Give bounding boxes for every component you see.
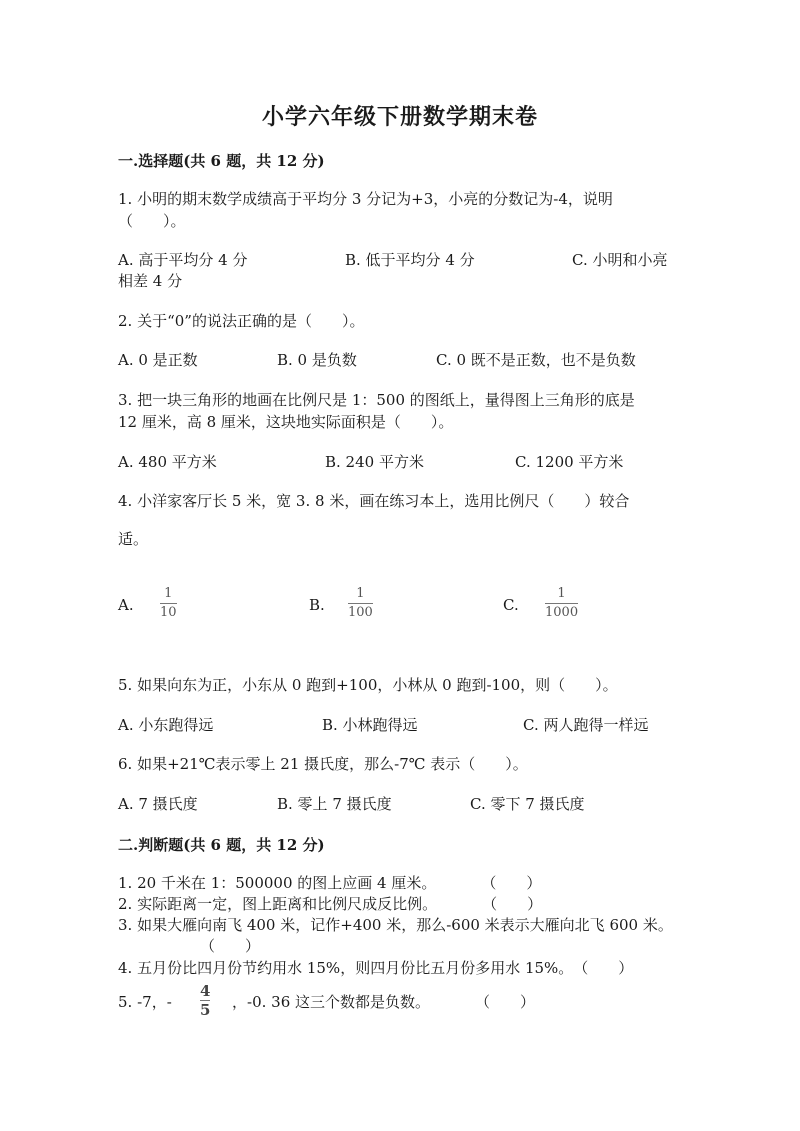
fraction-numerator: 1 — [356, 586, 365, 601]
q3-option-a[interactable]: A. 480 平方米 — [118, 453, 217, 471]
q4-option-a-fraction — [160, 586, 177, 621]
judge-q5-suffix: ，-0. 36 这三个数都是负数。 （ ） — [232, 993, 536, 1011]
q1-text-cont: （ ）。 — [118, 212, 186, 230]
judge-q1: 1. 20 千米在 1：500000 的图上应画 4 厘米。 （ ） — [118, 874, 542, 892]
q6-option-a[interactable]: A. 7 摄氏度 — [118, 795, 198, 813]
q4-option-c-fraction — [545, 586, 578, 621]
q1-option-a[interactable]: A. 高于平均分 4 分 — [118, 251, 248, 269]
section-heading-choice: 一.选择题(共 6 题，共 12 分) — [118, 152, 325, 170]
q4-text-cont: 适。 — [118, 530, 149, 548]
page-title: 小学六年级下册数学期末卷 — [261, 104, 538, 130]
q5-text: 5. 如果向东为正，小东从 0 跑到+100，小林从 0 跑到-100，则（ ）。 — [118, 676, 618, 694]
judge-q5-fraction — [200, 983, 210, 1018]
q5-option-c[interactable]: C. 两人跑得一样远 — [523, 716, 649, 734]
fraction-denominator: 5 — [200, 1001, 211, 1019]
judge-q3-answer-blank[interactable]: （ ） — [200, 937, 261, 955]
q2-text: 2. 关于“0”的说法正确的是（ ）。 — [118, 312, 365, 330]
q3-option-c[interactable]: C. 1200 平方米 — [515, 453, 624, 471]
fraction-numerator: 4 — [200, 982, 211, 1000]
q6-option-b[interactable]: B. 零上 7 摄氏度 — [277, 795, 392, 813]
q3-text: 3. 把一块三角形的地画在比例尺是 1：500 的图纸上，量得图上三角形的底是 — [118, 391, 635, 409]
fraction-numerator: 1 — [557, 586, 566, 601]
q2-option-c[interactable]: C. 0 既不是正数，也不是负数 — [436, 351, 636, 369]
q4-text: 4. 小洋家客厅长 5 米，宽 3. 8 米，画在练习本上，选用比例尺（ ）较合 — [118, 492, 630, 510]
judge-q3: 3. 如果大雁向南飞 400 米，记作+400 米，那么-600 米表示大雁向北飞 600 米。 — [118, 916, 673, 934]
q6-option-c[interactable]: C. 零下 7 摄氏度 — [470, 795, 585, 813]
q5-option-a[interactable]: A. 小东跑得远 — [118, 716, 214, 734]
q1-option-b[interactable]: B. 低于平均分 4 分 — [345, 251, 475, 269]
q1-option-c[interactable]: C. 小明和小亮 — [572, 251, 668, 269]
q2-option-a[interactable]: A. 0 是正数 — [118, 351, 198, 369]
q1-text: 1. 小明的期末数学成绩高于平均分 3 分记为+3，小亮的分数记为-4，说明 — [118, 190, 613, 208]
judge-q2: 2. 实际距离一定，图上距离和比例尺成反比例。 （ ） — [118, 895, 543, 913]
judge-q5-prefix: 5. -7，- — [118, 993, 172, 1011]
fraction-bar — [348, 603, 373, 604]
q4-option-c-label[interactable]: C. — [503, 596, 519, 614]
q5-option-b[interactable]: B. 小林跑得远 — [322, 716, 418, 734]
q6-text: 6. 如果+21℃表示零上 21 摄氏度，那么-7℃ 表示（ ）。 — [118, 755, 528, 773]
fraction-numerator: 1 — [164, 586, 173, 601]
fraction-denominator: 1000 — [545, 605, 579, 620]
q3-text-cont: 12 厘米，高 8 厘米，这块地实际面积是（ ）。 — [118, 413, 454, 431]
fraction-bar — [160, 603, 177, 604]
q2-option-b[interactable]: B. 0 是负数 — [277, 351, 357, 369]
q4-option-b-fraction — [348, 586, 373, 621]
fraction-denominator: 10 — [160, 605, 177, 620]
q4-option-a-label[interactable]: A. — [118, 596, 134, 614]
fraction-bar — [545, 603, 578, 604]
q4-option-b-label[interactable]: B. — [309, 596, 325, 614]
fraction-denominator: 100 — [348, 605, 373, 620]
q1-option-c-cont: 相差 4 分 — [118, 272, 183, 290]
judge-q4: 4. 五月份比四月份节约用水 15%，则四月份比五月份多用水 15%。 （ ） — [118, 959, 634, 977]
q3-option-b[interactable]: B. 240 平方米 — [325, 453, 424, 471]
section-heading-judgment: 二.判断题(共 6 题，共 12 分) — [118, 836, 325, 854]
